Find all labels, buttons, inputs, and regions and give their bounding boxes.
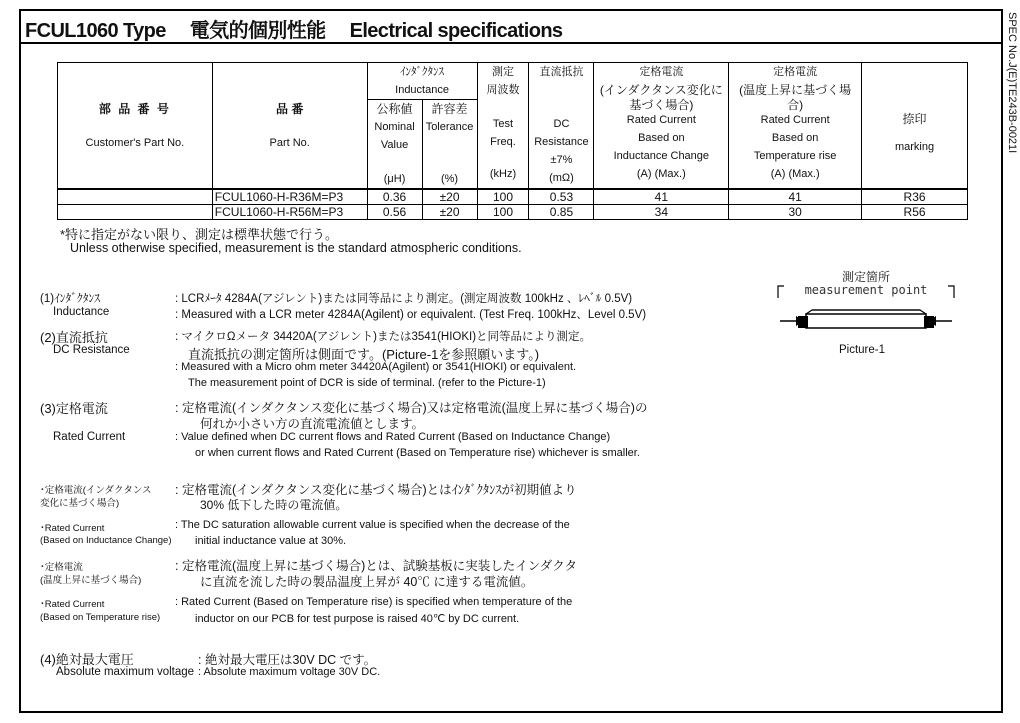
cell-freq: 100 [477,189,529,205]
table-header-row [58,63,968,100]
note-jp: *特に指定がない限り、測定は標準状態で行う。 [60,227,339,242]
title-bar [21,11,1001,44]
cell-dcr: 0.85 [529,205,594,220]
cell-nominal: 0.36 [367,189,422,205]
section-voltage-label-en: Absolute maximum voltage [56,666,195,678]
col-nominal-header: 公称値 Nominal Value (μH) [367,100,422,190]
sub-rated-ind-jp1: : 定格電流(インダクタンス変化に基づく場合)とはｲﾝﾀﾞｸﾀﾝｽが初期値より [175,483,577,497]
section-inductance-label-jp: (1)ｲﾝﾀﾞｸﾀﾝｽ [40,293,101,305]
sub-rated-temp-label-jp2: (温度上昇に基づく場合) [40,575,142,586]
cell-freq: 100 [477,205,529,220]
cell-tolerance: ±20 [422,189,477,205]
sub-rated-temp-en2: inductor on our PCB for test purpose is raised 40℃ by DC current. [195,613,520,625]
title-type: FCUL1060 Type [25,20,166,42]
sub-rated-temp-label-en1: ･Rated Current [40,599,105,610]
sub-rated-temp-label-jp1: ･定格電流 [40,562,83,573]
cell-part: FCUL1060-H-R36M=P3 [212,189,367,205]
cell-rated-ind: 41 [594,189,729,205]
measurement-point-title-jp: 測定箇所 [841,270,890,284]
sub-rated-ind-label-en1: ･Rated Current [40,523,105,534]
section-rated-en2: or when current flows and Rated Current (Based on Temperature rise) whichever is smaller. [195,447,640,459]
sub-rated-ind-label-jp1: ･定格電流(インダクタンス [40,485,152,496]
spec-table [57,62,968,220]
cell-nominal: 0.56 [367,205,422,220]
cell-customer [58,189,213,205]
section-rated-en1: : Value defined when DC current flows and Rated Current (Based on Inductance Change) [175,431,611,443]
sub-rated-ind-en1: : The DC saturation allowable current value is specified when the decrease of the [175,519,570,531]
section-dcr-en2: The measurement point of DCR is side of terminal. (refer to the Picture-1) [188,377,546,389]
title-en: Electrical specifications [349,20,563,42]
sub-rated-ind-label-jp2: 変化に基づく場合) [40,498,120,509]
section-rated-jp2: 何れか小さい方の直流電流値とします。 [200,417,425,431]
cell-marking: R36 [862,189,968,205]
cell-customer [58,205,213,220]
section-voltage-label-jp: (4)絶対最大電圧 [40,652,134,667]
col-rated-ind-header: 定格電流 (インダクタンス変化に 基づく場合) Rated Current Based on Inductance Change (A) (Max.) [594,63,729,190]
section-dcr-en1: : Measured with a Micro ohm meter 34420A(Agilent) or 3541(HIOKI) or equivalent. [175,361,577,373]
cell-dcr: 0.53 [529,189,594,205]
col-marking-header: 捺印 marking [862,63,968,190]
cell-rated-temp: 30 [729,205,862,220]
section-rated-label-en: Rated Current [53,431,126,443]
col-dcr-header: 直流抵抗 DC Resistance ±7% (mΩ) [529,63,594,190]
section-inductance-jp: : LCRﾒｰﾀ 4284A(アジレント)または同等品により測定。(測定周波数 100kHz 、ﾚﾍﾞﾙ 0.5V) [175,293,633,305]
section-inductance-label-en: Inductance [53,306,110,318]
cell-tolerance: ±20 [422,205,477,220]
page-title [25,14,586,43]
section-rated-jp1: : 定格電流(インダクタンス変化に基づく場合)又は定格電流(温度上昇に基づく場合)の [175,401,648,415]
sub-rated-temp-jp1: : 定格電流(温度上昇に基づく場合)とは、試験基板に実装したインダクタ [175,559,578,573]
col-part-header: 品 番 Part No. [212,63,367,190]
note-en: Unless otherwise specified, measurement is the standard atmospheric conditions. [70,241,522,255]
cell-part: FCUL1060-H-R56M=P3 [212,205,367,220]
cell-rated-temp: 41 [729,189,862,205]
spec-number: SPEC No.J(E)TE243B-0021I [1006,12,1018,154]
sub-rated-ind-en2: initial inductance value at 30%. [195,535,347,547]
col-rated-temp-header: 定格電流 (温度上昇に基づく場 合) Rated Current Based on Temperature rise (A) (Max.) [729,63,862,190]
table-row [58,189,968,205]
section-inductance-en: : Measured with a LCR meter 4284A(Agilent) or equivalent. (Test Freq. 100kHz、Level 0.5V) [175,309,647,321]
section-voltage-en: : Absolute maximum voltage 30V DC. [198,666,381,678]
section-voltage-jp: : 絶対最大電圧は30V DC です。 [198,653,377,667]
section-rated-label-jp: (3)定格電流 [40,401,108,416]
sub-rated-temp-jp2: に直流を流した時の製品温度上昇が 40℃ に達する電流値。 [200,575,534,589]
title-jp: 電気的個別性能 [189,20,326,42]
table-row [58,205,968,220]
sub-rated-ind-label-en2: (Based on Inductance Change) [40,535,172,546]
sub-rated-temp-en1: : Rated Current (Based on Temperature rise) is specified when temperature of the [175,596,573,608]
section-dcr-label-jp: (2)直流抵抗 [40,330,108,345]
section-dcr-label-en: DC Resistance [53,344,130,356]
cell-marking: R56 [862,205,968,220]
col-freq-header: 測定 周波数 Test Freq. (kHz) [477,63,529,190]
picture-caption: Picture-1 [838,344,886,356]
cell-rated-ind: 34 [594,205,729,220]
sub-rated-ind-jp2: 30% 低下した時の電流値。 [200,498,348,512]
col-customer-header: 部 品 番 号 Customer's Part No. [58,63,213,190]
section-dcr-jp1: : マイクロΩメータ 34420A(アジレント)または3541(HIOKI)と同等品により測定。 [175,331,592,343]
measurement-point-figure [776,266,956,366]
measurement-point-title-en: measurement point [804,283,928,297]
section-dcr-jp2: 直流抵抗の測定箇所は側面です。(Picture-1を参照願います。) [188,347,540,362]
sub-rated-temp-label-en2: (Based on Temperature rise) [40,612,161,623]
col-tolerance-header: 許容差 Tolerance (%) [422,100,477,190]
col-inductance-header: ｲﾝﾀﾞｸﾀﾝｽ Inductance [367,63,477,100]
